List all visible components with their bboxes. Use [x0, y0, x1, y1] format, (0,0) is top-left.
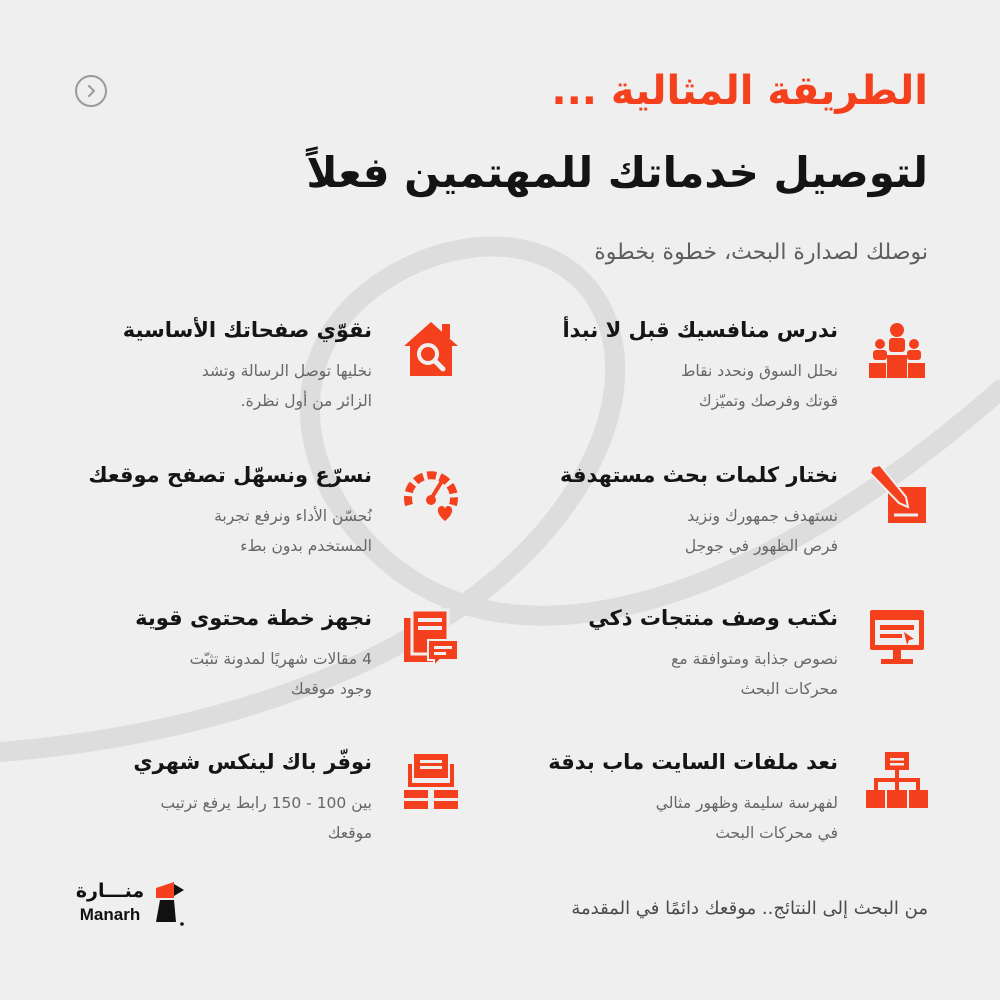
chevron-right-icon [84, 84, 98, 98]
web-monitor-icon [866, 606, 928, 668]
headline-accent: الطريقة المثالية ... [551, 68, 928, 114]
footer-tagline: من البحث إلى النتائج.. موقعك دائمًا في المقدمة [571, 898, 928, 919]
backlinks-network-icon [400, 750, 462, 812]
feature-description: لفهرسة سليمة وظهور مثالي في محركات البحث [655, 794, 838, 842]
manarh-logo [72, 880, 192, 930]
speed-gauge-icon [400, 463, 462, 525]
logo-english-text: Manarh [79, 905, 141, 924]
pencil-board-icon [866, 463, 928, 525]
feature-title: نجهز خطة محتوى قوية [135, 606, 372, 630]
feature-title: ندرس منافسيك قبل لا نبدأ [562, 318, 838, 342]
feature-title: نسرّع ونسهّل تصفح موقعك [88, 463, 372, 487]
content-plan-icon [400, 606, 462, 668]
feature-title: نوفّر باك لينكس شهري [133, 750, 372, 774]
next-slide-button[interactable] [75, 75, 107, 107]
subtitle: نوصلك لصدارة البحث، خطوة بخطوة [594, 240, 928, 265]
team-podium-icon [866, 318, 928, 380]
feature-description: بين 100 - 150 رابط يرفع ترتيب موقعك [160, 794, 372, 842]
feature-title: نعد ملفات السايت ماب بدقة [548, 750, 838, 774]
feature-title: نكتب وصف منتجات ذكي [588, 606, 838, 630]
home-search-icon [400, 318, 462, 380]
feature-title: نقوّي صفحاتك الأساسية [122, 318, 372, 342]
feature-description: نستهدف جمهورك ونزيد فرص الظهور في جوجل [684, 507, 838, 555]
lighthouse-logo-icon [152, 882, 186, 926]
feature-description: 4 مقالات شهريًا لمدونة تثبّت وجود موقعك [189, 650, 372, 698]
feature-description: نخليها توصل الرسالة وتشد الزائر من أول نظرة. [201, 362, 372, 410]
feature-description: نحلل السوق ونحدد نقاط قوتك وفرصك وتميّزك [681, 362, 838, 410]
logo-arabic-text: منـــارة [75, 880, 145, 902]
sitemap-icon [866, 750, 928, 812]
feature-description: نصوص جذابة ومتوافقة مع محركات البحث [671, 650, 838, 698]
feature-title: نختار كلمات بحث مستهدفة [559, 463, 838, 487]
headline-main: لتوصيل خدماتك للمهتمين فعلاً [306, 148, 928, 197]
feature-description: نُحسّن الأداء ونرفع تجربة المستخدم بدون بطء [214, 507, 372, 555]
